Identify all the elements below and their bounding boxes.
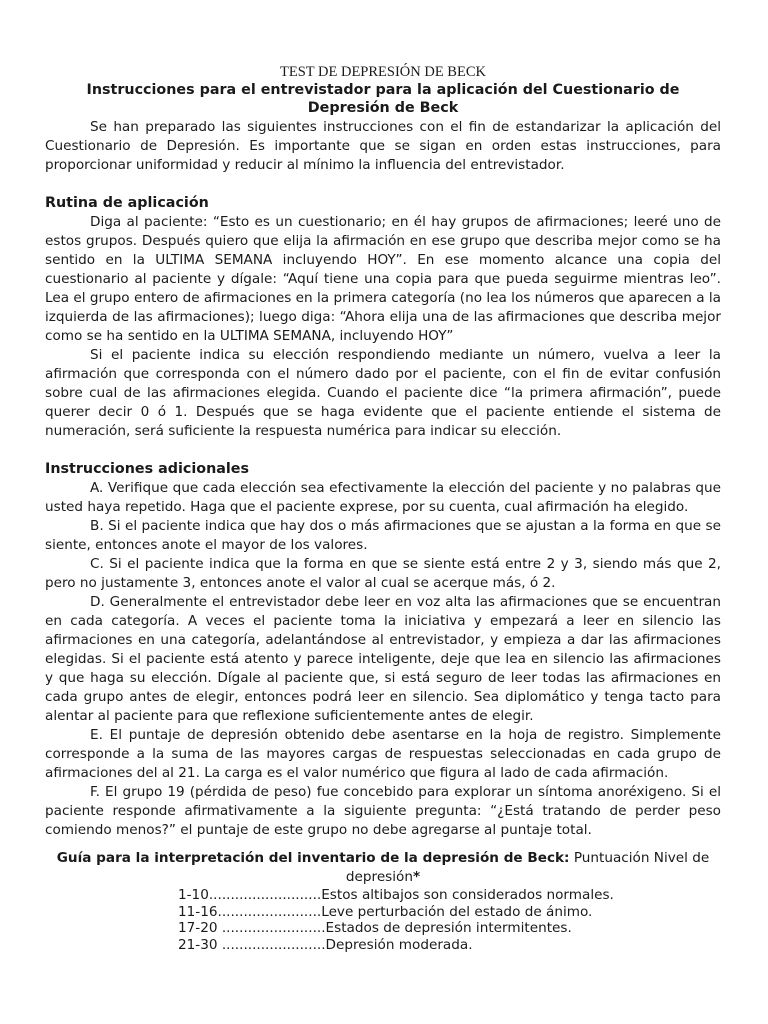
score-ranges (178, 887, 721, 953)
range-value: 17-20 (178, 920, 218, 936)
range-description: Depresión moderada. (325, 936, 473, 953)
section-heading-rutina: Rutina de aplicación (45, 195, 209, 211)
guide-asterisk: * (412, 869, 421, 885)
range-description: Estados de depresión intermitentes. (325, 920, 572, 936)
guide-title-bold: Guía para la interpretación del inventario de la depresión de Beck: (56, 850, 570, 866)
range-dots: ........................ (217, 920, 326, 936)
paragraph: C. Si el paciente indica que la forma en que se siente está entre 2 y 3, siendo más que 2, pero no justamente 3, entonces anote el valor al cual se acerque más, ó 2. (45, 556, 721, 591)
range-value: 11-16 (178, 903, 218, 920)
paragraph: B. Si el paciente indica que hay dos o más afirmaciones que se ajustan a la forma en que se siente, entonces anote el mayor de los valores. (45, 518, 721, 553)
document-page (45, 64, 721, 953)
document-title: TEST DE DEPRESIÓN DE BECK (280, 64, 486, 80)
spacer (45, 441, 721, 460)
range-value: 21-30 (178, 936, 218, 953)
paragraph: A. Verifique que cada elección sea efectivamente la elección del paciente y no palabras que usted haya repetido. Haga que el paciente exprese, por su cuenta, cual afirmación ha elegido. (45, 480, 721, 515)
guide-title-rest: Puntuación Nivel de depresión (345, 850, 710, 885)
range-dots: ........................ (217, 903, 322, 920)
range-value: 1-10 (178, 887, 209, 903)
range-row (178, 920, 721, 937)
paragraph: F. El grupo 19 (pérdida de peso) fue concebido para explorar un síntoma anoréxigeno. Si el paciente responde afirmativamente a la siguiente pregunta: “¿Está tratando de perder peso comiendo menos?” el puntaje de este grupo no debe agregarse al puntaje total. (45, 784, 721, 838)
paragraph: D. Generalmente el entrevistador debe leer en voz alta las afirmaciones que se encuentran en cada categoría. A veces el paciente toma la iniciativa y empezará a leer en silencio las afirmaciones en una categoría, adelantándose al entrevistador, y empieza a dar las afirmaciones elegidas. Si el paciente está atento y parece inteligente, deje que lea en silencio las afirmaciones y que haga su elección. Dígale al paciente que, si está seguro de leer todas las afirmaciones en cada grupo antes de elegir, entonces podrá leer en silencio. Sea diplomático y tenga tacto para alentar al paciente para que reflexione suficientemente antes de elegir. (45, 594, 721, 724)
range-row (178, 937, 721, 954)
guide-title (45, 849, 721, 887)
range-dots: .......................... (208, 887, 322, 903)
paragraph: Si el paciente indica su elección respondiendo mediante un número, vuelva a leer la afirmación que corresponda con el número dado por el paciente, con el fin de evitar confusión sobre cual de las afirmaciones elegida. Cuando el paciente dice “la primera afirmación”, puede querer decir 0 ó 1. Después que se haga evidente que el paciente entiende el sistema de numeración, será suficiente la respuesta numérica para indicar su elección. (45, 347, 721, 439)
intro-paragraph: Se han preparado las siguientes instrucciones con el fin de estandarizar la aplicación del Cuestionario de Depresión. Es importante que se sigan en orden estas instrucciones, para proporcionar uniformidad y reducir al mínimo la influencia del entrevistador. (45, 119, 721, 173)
paragraph: E. El puntaje de depresión obtenido debe asentarse en la hoja de registro. Simplemente corresponde a la suma de las mayores cargas de respuestas seleccionadas en cada grupo de afirmaciones del al 21. La carga es el valor numérico que figura al lado de cada afirmación. (45, 727, 721, 781)
paragraph: Diga al paciente: “Esto es un cuestionario; en él hay grupos de afirmaciones; leeré uno de estos grupos. Después quiero que elija la afirmación en ese grupo que describa mejor como se ha sentido en la ULTIMA SEMANA incluyendo HOY”. En ese momento alcance una copia del cuestionario al paciente y dígale: “Aquí tiene una copia para que pueda seguirme mientras leo”. Lea el grupo entero de afirmaciones en la primera categoría (no lea los números que aparecen a la izquierda de las afirmaciones); luego diga: “Ahora elija una de las afirmaciones que describa mejor como se ha sentido en la ULTIMA SEMANA, incluyendo HOY” (45, 214, 721, 344)
range-description: Leve perturbación del estado de ánimo. (321, 903, 593, 920)
range-row (178, 904, 721, 921)
range-description: Estos altibajos son considerados normales. (321, 887, 614, 903)
section-heading-instrucciones: Instrucciones adicionales (45, 461, 250, 477)
range-row (178, 887, 721, 904)
spacer (45, 175, 721, 194)
document-subtitle: Instrucciones para el entrevistador para la aplicación del Cuestionario de Depresión de Beck (86, 82, 680, 116)
range-dots: ........................ (217, 936, 326, 953)
